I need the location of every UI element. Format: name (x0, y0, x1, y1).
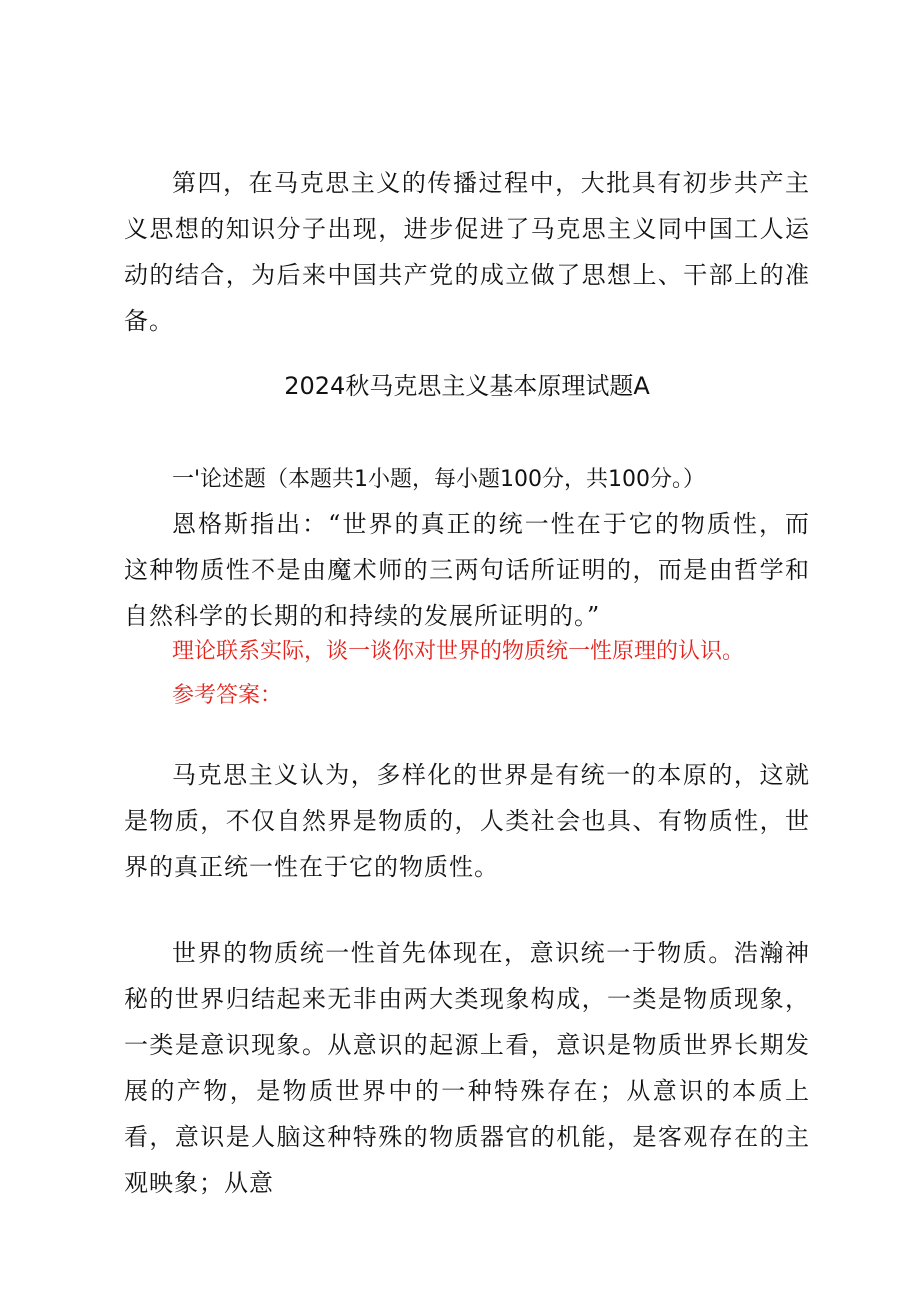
intro-paragraph: 第四，在马克思主义的传播过程中，大批具有初步共产主义思想的知识分子出现，进步促进了马克思主义同中国工人运动的结合，为后来中国共产党的成立做了思想上、干部上的准备。 (124, 169, 810, 335)
section-heading: 一'论述题（本题共1小题，每小题100分，共100分。） (172, 467, 706, 492)
answer-paragraph-1: 马克思主义认为，多样化的世界是有统一的本原的，这就是物质，不仅自然界是物质的，人类社会也具、有物质性，世界的真正统一性在于它的物质性。 (124, 761, 810, 881)
question-prompt: 理论联系实际，谈一谈你对世界的物质统一性原理的认识。 (172, 639, 745, 664)
answer-label: 参考答案： (172, 683, 283, 708)
answer-paragraph-2: 世界的物质统一性首先体现在，意识统一于物质。浩瀚神秘的世界归结起来无非由两大类现象构成，一类是物质现象，一类是意识现象。从意识的起源上看，意识是物质世界长期发展的产物，是物质世界中的一种特殊存在；从意识的本质上看，意识是人脑这种特殊的物质器官的机能，是客观存在的主观映象；从意 (124, 939, 810, 1197)
exam-title: 2024秋马克思主义基本原理试题A (284, 372, 650, 400)
question-quote: 恩格斯指出：“世界的真正的统一性在于它的物质性，而这种物质性不是由魔术师的三两句话所证明的，而是由哲学和自然科学的长期的和持续的发展所证明的。” (124, 510, 810, 630)
